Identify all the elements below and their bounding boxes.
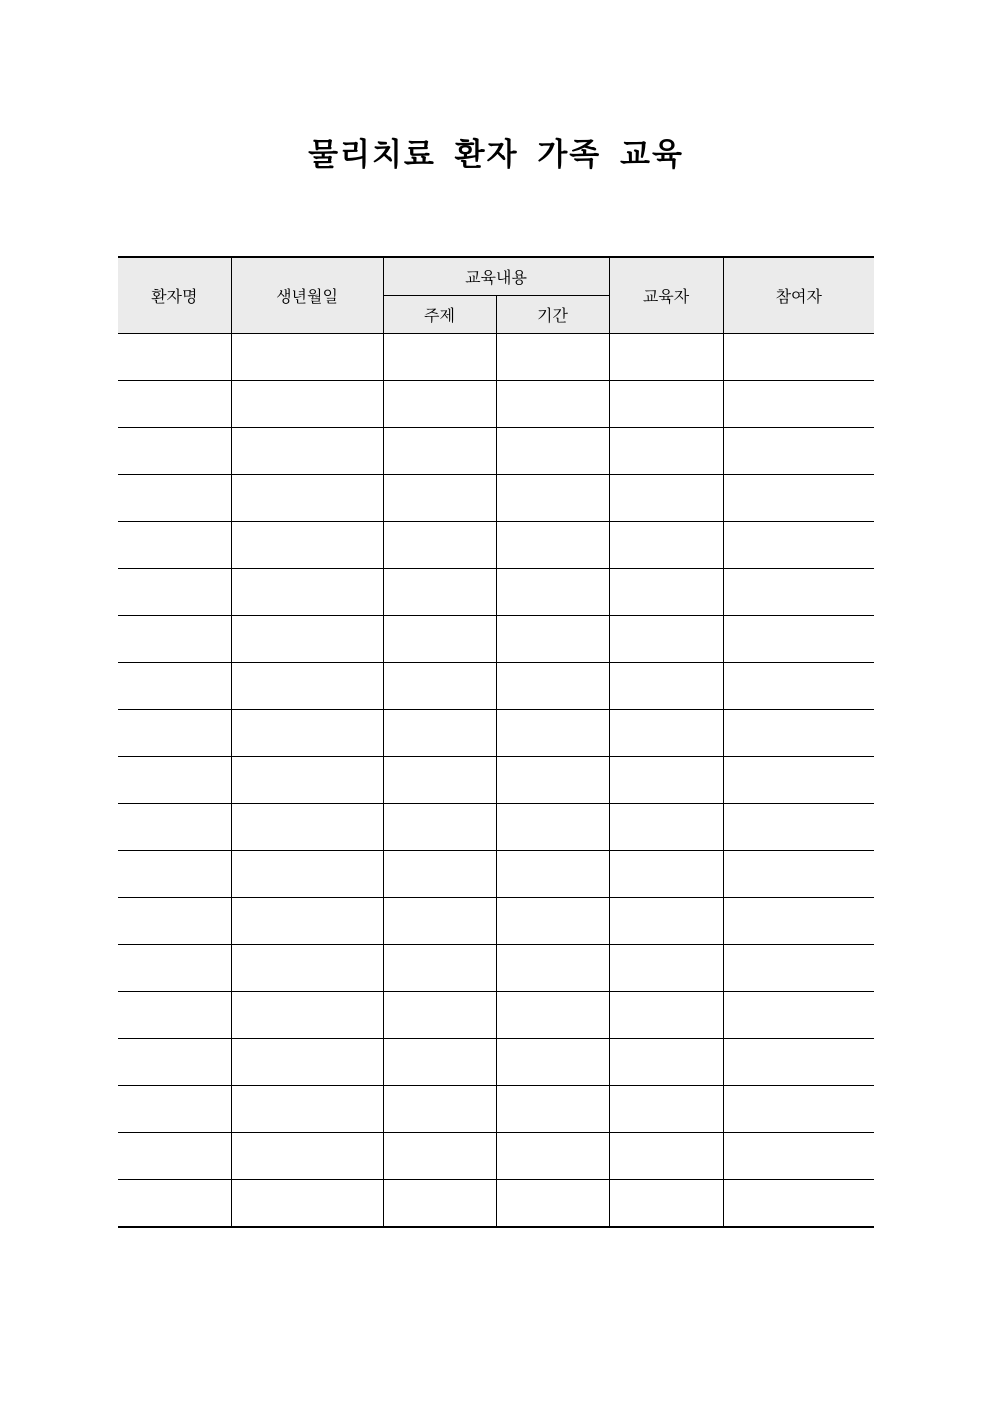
participant-cell[interactable] [723,334,874,381]
birth-date-cell[interactable] [231,616,383,663]
topic-cell[interactable] [383,663,496,710]
patient-name-cell[interactable] [118,475,231,522]
birth-date-cell[interactable] [231,710,383,757]
educator-cell[interactable] [609,475,723,522]
table-row [118,1039,874,1086]
patient-name-cell[interactable] [118,1086,231,1133]
educator-cell[interactable] [609,1180,723,1228]
period-cell[interactable] [496,804,609,851]
birth-date-cell[interactable] [231,757,383,804]
patient-name-cell[interactable] [118,569,231,616]
educator-cell[interactable] [609,616,723,663]
period-cell[interactable] [496,663,609,710]
topic-cell[interactable] [383,804,496,851]
topic-cell[interactable] [383,1133,496,1180]
birth-date-cell[interactable] [231,475,383,522]
period-cell[interactable] [496,475,609,522]
birth-date-cell[interactable] [231,522,383,569]
patient-name-cell[interactable] [118,663,231,710]
period-cell[interactable] [496,1039,609,1086]
topic-cell[interactable] [383,851,496,898]
table-row [118,757,874,804]
header-educator: 교육자 [609,257,723,334]
table-row [118,851,874,898]
topic-cell[interactable] [383,522,496,569]
birth-date-cell[interactable] [231,804,383,851]
educator-cell[interactable] [609,522,723,569]
participant-cell[interactable] [723,851,874,898]
period-cell[interactable] [496,851,609,898]
educator-cell[interactable] [609,1133,723,1180]
topic-cell[interactable] [383,569,496,616]
patient-name-cell[interactable] [118,898,231,945]
educator-cell[interactable] [609,898,723,945]
participant-cell[interactable] [723,1039,874,1086]
patient-name-cell[interactable] [118,757,231,804]
educator-cell[interactable] [609,1039,723,1086]
document-title: 물리치료 환자 가족 교육 [308,137,684,173]
topic-cell[interactable] [383,992,496,1039]
participant-cell[interactable] [723,757,874,804]
patient-name-cell[interactable] [118,992,231,1039]
patient-name-cell[interactable] [118,851,231,898]
period-cell[interactable] [496,757,609,804]
topic-cell[interactable] [383,1039,496,1086]
period-cell[interactable] [496,1086,609,1133]
participant-cell[interactable] [723,1086,874,1133]
education-record-table [118,256,874,1228]
patient-name-cell[interactable] [118,710,231,757]
educator-cell[interactable] [609,710,723,757]
header-birth-date: 생년월일 [231,257,383,334]
period-cell[interactable] [496,381,609,428]
patient-name-cell[interactable] [118,1039,231,1086]
period-cell[interactable] [496,522,609,569]
participant-cell[interactable] [723,1180,874,1228]
participant-cell[interactable] [723,945,874,992]
period-cell[interactable] [496,428,609,475]
header-patient-name: 환자명 [118,257,231,334]
table-row [118,475,874,522]
birth-date-cell[interactable] [231,381,383,428]
birth-date-cell[interactable] [231,1180,383,1228]
table-row [118,663,874,710]
table-row [118,710,874,757]
period-cell[interactable] [496,569,609,616]
period-cell[interactable] [496,616,609,663]
table-row [118,381,874,428]
participant-cell[interactable] [723,428,874,475]
educator-cell[interactable] [609,851,723,898]
participant-cell[interactable] [723,992,874,1039]
table-row [118,1180,874,1228]
table-row [118,522,874,569]
table-row [118,804,874,851]
educator-cell[interactable] [609,1086,723,1133]
educator-cell[interactable] [609,428,723,475]
table-body [118,334,874,1228]
header-education-content: 교육내용 [383,257,609,296]
topic-cell[interactable] [383,945,496,992]
patient-name-cell[interactable] [118,522,231,569]
table-row [118,334,874,381]
table-row [118,898,874,945]
educator-cell[interactable] [609,945,723,992]
period-cell[interactable] [496,945,609,992]
participant-cell[interactable] [723,475,874,522]
period-cell[interactable] [496,1180,609,1228]
table-row [118,428,874,475]
educator-cell[interactable] [609,663,723,710]
participant-cell[interactable] [723,804,874,851]
educator-cell[interactable] [609,381,723,428]
participant-cell[interactable] [723,522,874,569]
participant-cell[interactable] [723,663,874,710]
topic-cell[interactable] [383,710,496,757]
table-row [118,992,874,1039]
topic-cell[interactable] [383,428,496,475]
topic-cell[interactable] [383,1086,496,1133]
birth-date-cell[interactable] [231,851,383,898]
period-cell[interactable] [496,334,609,381]
topic-cell[interactable] [383,334,496,381]
table-header [118,257,874,334]
topic-cell[interactable] [383,1180,496,1228]
birth-date-cell[interactable] [231,992,383,1039]
patient-name-cell[interactable] [118,1133,231,1180]
patient-name-cell[interactable] [118,428,231,475]
period-cell[interactable] [496,992,609,1039]
participant-cell[interactable] [723,616,874,663]
table-row [118,1133,874,1180]
educator-cell[interactable] [609,757,723,804]
table-row [118,569,874,616]
table-row [118,945,874,992]
educator-cell[interactable] [609,992,723,1039]
patient-name-cell[interactable] [118,381,231,428]
birth-date-cell[interactable] [231,1086,383,1133]
educator-cell[interactable] [609,804,723,851]
birth-date-cell[interactable] [231,945,383,992]
birth-date-cell[interactable] [231,1133,383,1180]
topic-cell[interactable] [383,757,496,804]
period-cell[interactable] [496,1133,609,1180]
participant-cell[interactable] [723,710,874,757]
birth-date-cell[interactable] [231,334,383,381]
patient-name-cell[interactable] [118,1180,231,1228]
participant-cell[interactable] [723,381,874,428]
educator-cell[interactable] [609,334,723,381]
topic-cell[interactable] [383,898,496,945]
topic-cell[interactable] [383,381,496,428]
period-cell[interactable] [496,710,609,757]
table-row [118,1086,874,1133]
patient-name-cell[interactable] [118,616,231,663]
birth-date-cell[interactable] [231,569,383,616]
topic-cell[interactable] [383,616,496,663]
participant-cell[interactable] [723,1133,874,1180]
participant-cell[interactable] [723,898,874,945]
header-period: 기간 [496,296,609,334]
birth-date-cell[interactable] [231,428,383,475]
patient-name-cell[interactable] [118,804,231,851]
birth-date-cell[interactable] [231,1039,383,1086]
period-cell[interactable] [496,898,609,945]
table-row [118,616,874,663]
birth-date-cell[interactable] [231,663,383,710]
header-participant: 참여자 [723,257,874,334]
patient-name-cell[interactable] [118,334,231,381]
birth-date-cell[interactable] [231,898,383,945]
participant-cell[interactable] [723,569,874,616]
topic-cell[interactable] [383,475,496,522]
patient-name-cell[interactable] [118,945,231,992]
educator-cell[interactable] [609,569,723,616]
header-topic: 주제 [383,296,496,334]
